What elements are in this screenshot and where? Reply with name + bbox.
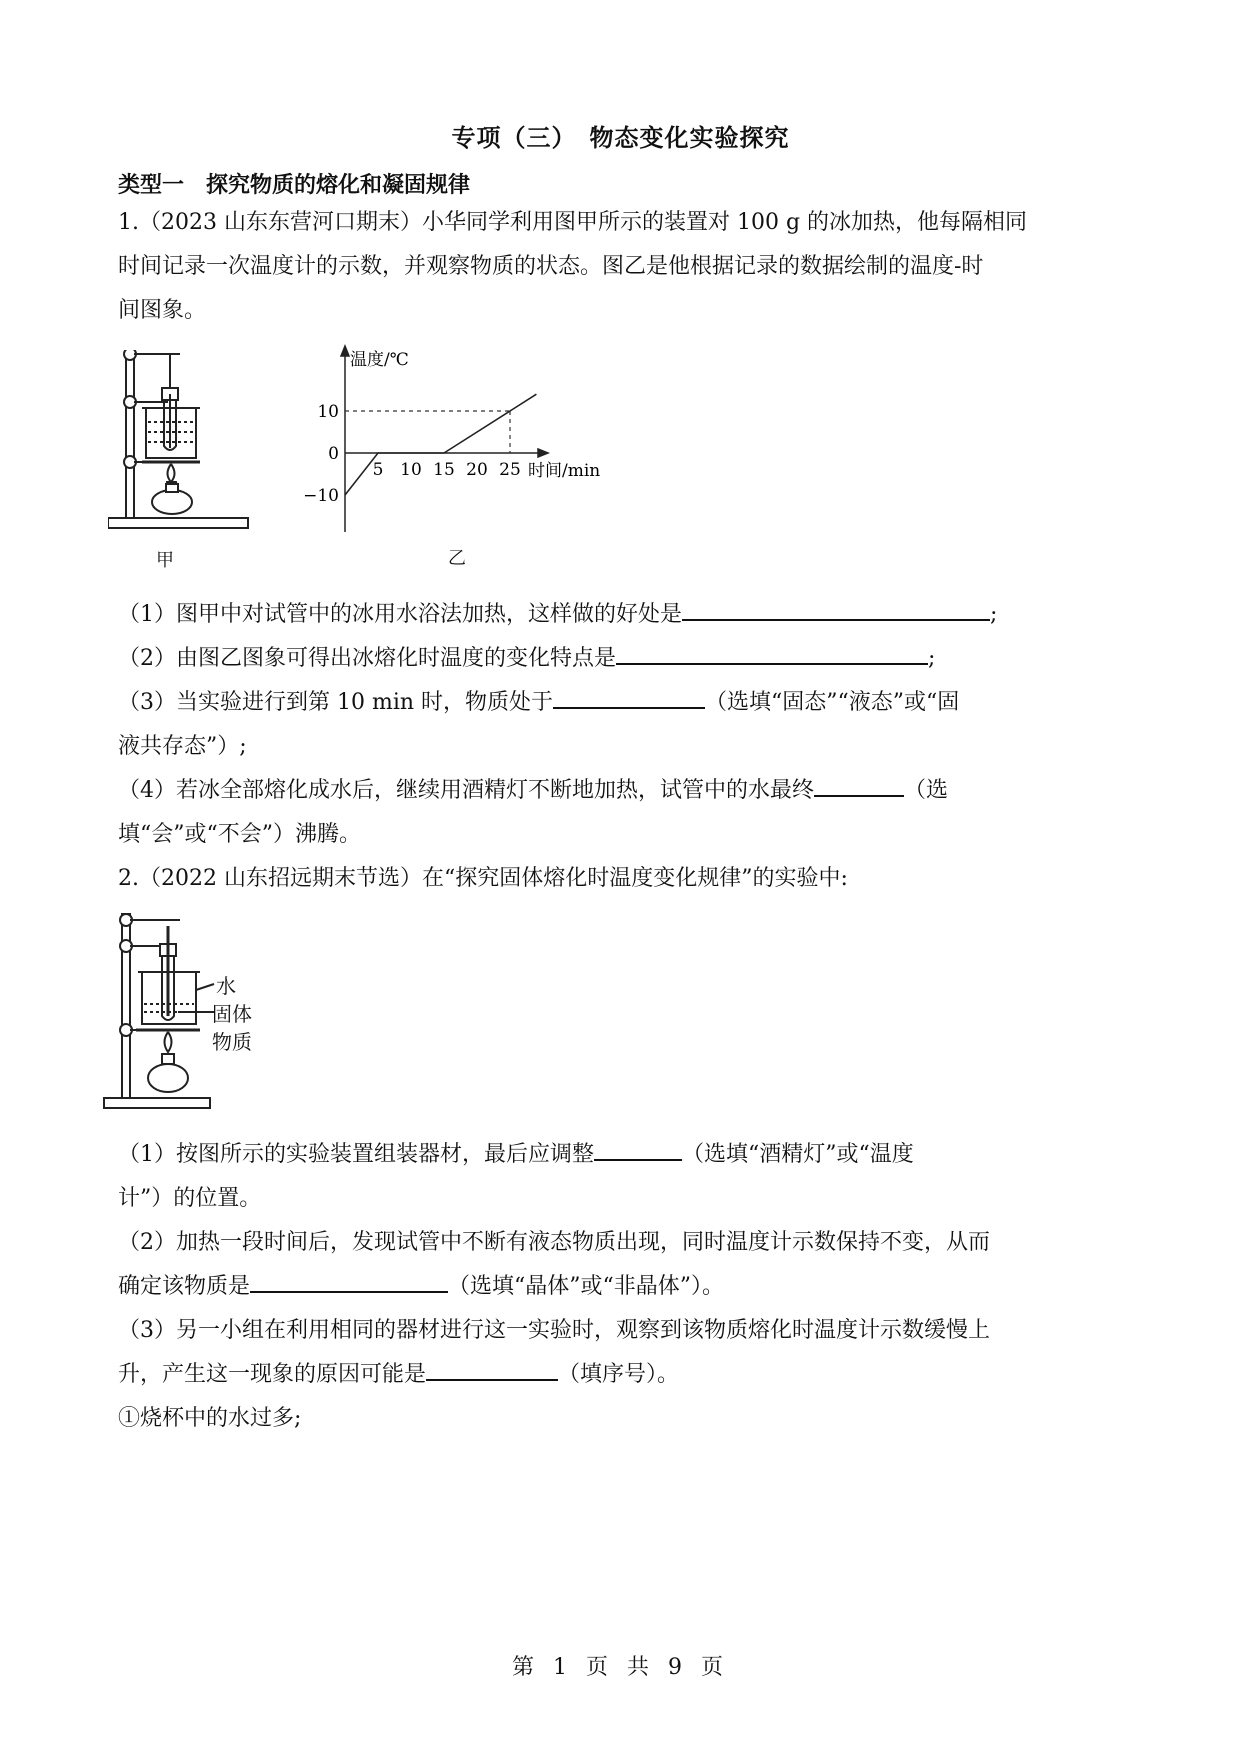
x-axis-arrow xyxy=(538,449,548,457)
q2-sub2-blank[interactable] xyxy=(250,1271,448,1293)
q1-sub3-cont: 液共存态”）; xyxy=(118,734,247,759)
q2-sub1-options: （选填“酒精灯”或“温度 xyxy=(682,1142,914,1167)
y-tick-label: 10 xyxy=(317,402,339,422)
figure-jia-label: 甲 xyxy=(156,550,174,571)
q1-sub2-blank[interactable] xyxy=(616,643,928,665)
q2-sub2-text: 确定该物质是 xyxy=(118,1274,251,1299)
y-tick-label: −10 xyxy=(303,486,339,506)
q2-sub1 xyxy=(118,1137,914,1168)
q1-sub2-text: （2）由图乙图象可得出冰熔化时温度的变化特点是 xyxy=(118,646,616,671)
q1-sub4 xyxy=(118,773,948,804)
fig-label-solid-2: 物质 xyxy=(212,1030,252,1054)
q2-sub1-text: （1）按图所示的实验装置组装器材，最后应调整 xyxy=(118,1142,594,1167)
x-axis-label: 时间/min xyxy=(528,461,601,481)
q2-sub3-options: （填序号）。 xyxy=(558,1362,680,1387)
x-tick-label: 25 xyxy=(499,460,521,480)
fig-label-solid-1: 固体 xyxy=(212,1002,252,1026)
q1-sub2 xyxy=(118,641,935,672)
q1-sub3-options: （选填“固态”“液态”或“固 xyxy=(705,690,960,715)
x-tick-label: 5 xyxy=(372,460,384,480)
q1-sub1-text: （1）图甲中对试管中的冰用水浴法加热，这样做的好处是 xyxy=(118,602,682,627)
q2-sub2-cont xyxy=(118,1269,724,1300)
y-axis-arrow xyxy=(341,346,349,356)
q1-stem-line3: 间图象。 xyxy=(118,298,207,323)
q2-sub1-blank[interactable] xyxy=(594,1139,682,1161)
q2-sub2: （2）加热一段时间后，发现试管中不断有液态物质出现，同时温度计示数保持不变，从而 xyxy=(118,1230,991,1255)
q1-sub3 xyxy=(118,685,959,716)
q1-sub4-blank[interactable] xyxy=(814,775,904,797)
q1-stem-line1: 1.（2023 山东东营河口期末）小华同学利用图甲所示的装置对 100 g 的冰加热，他每隔相同 xyxy=(118,210,1028,235)
apparatus-figure-jia xyxy=(108,350,258,580)
page-footer: 第 1 页 共 9 页 xyxy=(512,1655,729,1680)
temperature-time-chart xyxy=(300,340,620,540)
q1-sub4-cont: 填“会”或“不会”）沸腾。 xyxy=(118,822,361,847)
q2-sub3-blank[interactable] xyxy=(426,1359,558,1381)
y-axis-label: 温度/℃ xyxy=(350,350,409,370)
section-title: 类型一 探究物质的熔化和凝固规律 xyxy=(118,173,471,198)
q2-sub3: （3）另一小组在利用相同的器材进行这一实验时，观察到该物质熔化时温度计示数缓慢上 xyxy=(118,1318,991,1343)
q1-sub1-end: ; xyxy=(990,602,998,627)
y-tick-label: 0 xyxy=(328,444,339,464)
x-tick-label: 10 xyxy=(400,460,422,480)
q1-sub3-text: （3）当实验进行到第 10 min 时，物质处于 xyxy=(118,690,554,715)
page-title: 专项（三） 物态变化实验探究 xyxy=(451,124,790,152)
x-tick-label: 20 xyxy=(466,460,488,480)
q2-sub3-text: 升，产生这一现象的原因可能是 xyxy=(118,1362,427,1387)
q1-stem-line2: 时间记录一次温度计的示数，并观察物质的状态。图乙是他根据记录的数据绘制的温度-时 xyxy=(118,254,984,279)
q1-sub1-blank[interactable] xyxy=(682,599,990,621)
q2-sub2-options: （选填“晶体”或“非晶体”）。 xyxy=(448,1274,725,1299)
q2-sub1-cont: 计”）的位置。 xyxy=(118,1186,262,1211)
q2-sub3-cont xyxy=(118,1357,679,1388)
figure-yi-label: 乙 xyxy=(448,548,466,569)
q1-sub1 xyxy=(118,597,997,628)
q1-sub4-text: （4）若冰全部熔化成水后，继续用酒精灯不断地加热，试管中的水最终 xyxy=(118,778,814,803)
q1-sub4-options: （选 xyxy=(904,778,949,803)
q2-option-1: ①烧杯中的水过多; xyxy=(118,1406,302,1431)
q1-sub3-blank[interactable] xyxy=(553,687,705,709)
x-tick-label: 15 xyxy=(433,460,455,480)
fig-label-water: 水 xyxy=(216,974,236,998)
q2-stem: 2.（2022 山东招远期末节选）在“探究固体熔化时温度变化规律”的实验中: xyxy=(118,866,848,891)
q1-sub2-end: ; xyxy=(928,646,936,671)
